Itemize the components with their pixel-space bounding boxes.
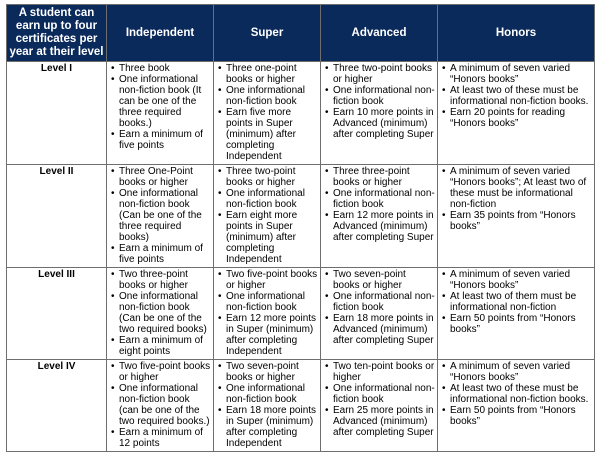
- cell-honors: [438, 165, 595, 268]
- cell-independent: [107, 360, 214, 452]
- requirement-item: • One informational non-fiction book (can be one of the two required books.): [109, 383, 211, 427]
- table-row-level-1: [7, 62, 595, 165]
- requirement-list: [323, 269, 435, 346]
- requirement-list: [440, 63, 592, 129]
- cell-independent: [107, 268, 214, 360]
- requirement-list: [216, 166, 318, 265]
- requirement-item: • Earn a minimum of eight points: [109, 335, 211, 357]
- header-super: Super: [214, 5, 321, 62]
- requirement-item: • Earn 12 more points in Advanced (minimum) after completing Super: [323, 210, 435, 243]
- level-label: Level I: [7, 62, 107, 165]
- requirement-item: • Three one-point books or higher: [216, 63, 318, 85]
- table-row-level-3: [7, 268, 595, 360]
- requirement-item: • Earn 50 points from “Honors books”: [440, 405, 592, 427]
- level-label: Level II: [7, 165, 107, 268]
- cell-independent: [107, 62, 214, 165]
- requirement-item: • At least two of them must be informational non-fiction: [440, 291, 592, 313]
- requirement-item: • Two five-point books or higher: [109, 361, 211, 383]
- requirement-item: • Earn a minimum of 12 points: [109, 427, 211, 449]
- cell-super: [214, 165, 321, 268]
- requirement-item: • Two seven-point books or higher: [323, 269, 435, 291]
- requirement-list: [323, 63, 435, 140]
- requirement-item: • Three three-point books or higher: [323, 166, 435, 188]
- requirement-list: [323, 361, 435, 438]
- level-label: Level IV: [7, 360, 107, 452]
- requirement-item: • Two five-point books or higher: [216, 269, 318, 291]
- requirement-item: • Two three-point books or higher: [109, 269, 211, 291]
- requirement-list: [440, 269, 592, 335]
- requirement-item: • Three two-point books or higher: [323, 63, 435, 85]
- cell-super: [214, 360, 321, 452]
- header-row: [7, 5, 595, 62]
- requirement-list: [109, 269, 211, 357]
- cell-advanced: [321, 62, 438, 165]
- certificate-requirements-table: [6, 4, 595, 452]
- header-honors: Honors: [438, 5, 595, 62]
- requirement-item: • One informational non-fiction book: [216, 188, 318, 210]
- cell-super: [214, 62, 321, 165]
- level-label: Level III: [7, 268, 107, 360]
- requirement-item: • Earn a minimum of five points: [109, 129, 211, 151]
- requirement-item: • Earn 25 more points in Advanced (minimum) after completing Super: [323, 405, 435, 438]
- requirement-list: [216, 63, 318, 162]
- requirement-item: • Earn 35 points from “Honors books”: [440, 210, 592, 232]
- table-row-level-2: [7, 165, 595, 268]
- requirement-item: • A minimum of seven varied “Honors books”: [440, 361, 592, 383]
- cell-honors: [438, 360, 595, 452]
- requirement-item: • One informational non-fiction book: [323, 383, 435, 405]
- requirement-item: • Earn 12 more points in Super (minimum) after completing Independent: [216, 313, 318, 357]
- requirement-item: • One informational non-fiction book (Can be one of the three required books): [109, 188, 211, 243]
- requirement-item: • One informational non-fiction book: [323, 188, 435, 210]
- requirement-item: • Earn five more points in Super (minimum) after completing Independent: [216, 107, 318, 162]
- requirement-item: • A minimum of seven varied “Honors books”; At least two of these must be informational non-fiction: [440, 166, 592, 210]
- header-independent: Independent: [107, 5, 214, 62]
- cell-super: [214, 268, 321, 360]
- cell-independent: [107, 165, 214, 268]
- requirement-item: • Earn 50 points from “Honors books”: [440, 313, 592, 335]
- requirement-item: • Earn 18 more points in Advanced (minimum) after completing Super: [323, 313, 435, 346]
- requirement-list: [109, 166, 211, 265]
- requirement-item: • One informational non-fiction book (It can be one of the three required books.): [109, 74, 211, 129]
- requirement-item: • Two seven-point books or higher: [216, 361, 318, 383]
- cell-honors: [438, 268, 595, 360]
- cell-advanced: [321, 360, 438, 452]
- requirement-item: • Three two-point books or higher: [216, 166, 318, 188]
- requirement-item: • One informational non-fiction book: [216, 383, 318, 405]
- requirement-item: • A minimum of seven varied “Honors books”: [440, 269, 592, 291]
- requirement-item: • Three book: [109, 63, 211, 74]
- requirement-item: • At least two of these must be informational non-fiction books.: [440, 85, 592, 107]
- requirement-item: • One informational non-fiction book: [323, 291, 435, 313]
- requirement-list: [216, 269, 318, 357]
- cell-advanced: [321, 268, 438, 360]
- header-corner-cell: A student can earn up to four certificates per year at their level: [7, 5, 107, 62]
- requirement-list: [440, 361, 592, 427]
- header-advanced: Advanced: [321, 5, 438, 62]
- requirement-list: [216, 361, 318, 449]
- requirement-item: • One informational non-fiction book: [323, 85, 435, 107]
- requirement-list: [323, 166, 435, 243]
- cell-honors: [438, 62, 595, 165]
- requirement-item: • One informational non-fiction book: [216, 85, 318, 107]
- cell-advanced: [321, 165, 438, 268]
- requirement-item: • Earn a minimum of five points: [109, 243, 211, 265]
- requirement-item: • A minimum of seven varied “Honors books”: [440, 63, 592, 85]
- requirement-item: • One informational non-fiction book (Can be one of the two required books): [109, 291, 211, 335]
- requirement-list: [440, 166, 592, 232]
- requirement-item: • Earn 10 more points in Advanced (minimum) after completing Super: [323, 107, 435, 140]
- requirement-item: • Earn eight more points in Super (minimum) after completing Independent: [216, 210, 318, 265]
- requirement-item: • One informational non-fiction book: [216, 291, 318, 313]
- requirement-item: • Earn 20 points for reading “Honors books”: [440, 107, 592, 129]
- requirement-list: [109, 361, 211, 449]
- requirement-item: • Earn 18 more points in Super (minimum) after completing Independent: [216, 405, 318, 449]
- requirement-item: • Two ten-point books or higher: [323, 361, 435, 383]
- table-row-level-4: [7, 360, 595, 452]
- requirement-item: • Three One-Point books or higher: [109, 166, 211, 188]
- requirement-item: • At least two of these must be informational non-fiction books.: [440, 383, 592, 405]
- requirement-list: [109, 63, 211, 151]
